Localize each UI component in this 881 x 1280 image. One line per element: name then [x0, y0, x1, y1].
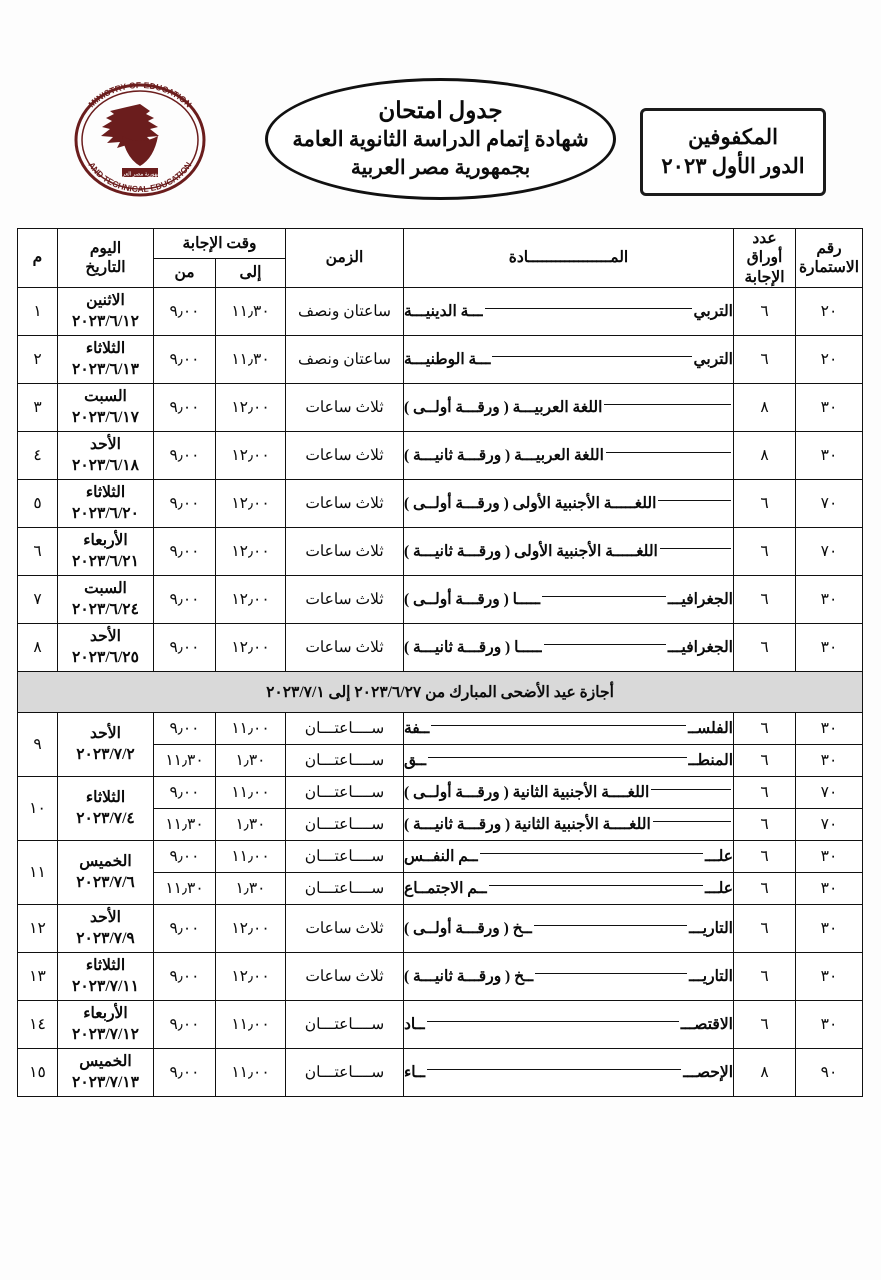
cell-time-from: ٩٫٠٠ [153, 384, 215, 432]
cell-day: الخميس [79, 1053, 132, 1071]
cell-time-from: ١١٫٣٠ [153, 745, 215, 777]
cell-serial: ١٤ [17, 1001, 57, 1049]
table-row [17, 576, 862, 624]
table-row [17, 384, 862, 432]
subject-text: اللغــــة الأجنبية الثانية ( ورقـــة ثانيـــة ) [404, 816, 651, 834]
cell-subject [404, 809, 734, 841]
subject-text: اللغة العربيـــة ( ورقـــة ثانيـــة ) [404, 447, 604, 465]
subject-leader [660, 547, 731, 549]
table-header [17, 229, 862, 288]
cell-duration: ثلاث ساعات [286, 953, 404, 1001]
subject-post: ــاد [404, 1016, 425, 1034]
cell-subject [404, 528, 734, 576]
svg-text:MINISTRY OF EDUCATION: MINISTRY OF EDUCATION [86, 80, 194, 110]
cell-time-to: ١١٫٣٠ [216, 288, 286, 336]
cell-time-to: ١٢٫٠٠ [216, 576, 286, 624]
cell-subject [404, 905, 734, 953]
cell-time-from: ٩٫٠٠ [153, 624, 215, 672]
cell-pages: ٦ [734, 953, 796, 1001]
cell-time-to: ١٢٫٠٠ [216, 905, 286, 953]
header-answer-time: وقت الإجابة [153, 229, 285, 259]
cell-pages: ٦ [734, 624, 796, 672]
table-row [17, 432, 862, 480]
cell-time-to: ١٢٫٠٠ [216, 432, 286, 480]
header-date: التاريخ [85, 259, 126, 277]
cell-day-date [57, 1001, 153, 1049]
subject-leader [428, 756, 687, 758]
cell-pages: ٦ [734, 713, 796, 745]
cell-form: ٣٠ [796, 905, 863, 953]
cell-day-date [57, 841, 153, 905]
cell-time-to: ١٫٣٠ [216, 873, 286, 905]
table-row [17, 288, 862, 336]
cell-day: الأحد [90, 909, 121, 927]
subject-leader [485, 307, 692, 309]
cell-duration: ثلاث ساعات [286, 624, 404, 672]
table-body [17, 288, 862, 1097]
cell-form: ٣٠ [796, 384, 863, 432]
cell-duration: ســــاعتـــان [286, 1001, 404, 1049]
cell-date: ٢٠٢٣/٦/٢٤ [72, 600, 139, 618]
cell-time-from: ٩٫٠٠ [153, 1001, 215, 1049]
cell-date: ٢٠٢٣/٦/١٨ [72, 456, 139, 474]
cell-serial: ٤ [17, 432, 57, 480]
cell-form: ٣٠ [796, 1001, 863, 1049]
cell-duration: ســــاعتـــان [286, 713, 404, 745]
cell-serial: ٦ [17, 528, 57, 576]
cell-day: السبت [84, 388, 127, 406]
subject-leader [658, 499, 731, 501]
cell-serial: ١٥ [17, 1049, 57, 1097]
subject-leader [489, 884, 703, 886]
exam-schedule-table [17, 228, 863, 1097]
cell-day: الأربعاء [83, 1005, 128, 1023]
subject-pre: التاريـــ [689, 920, 733, 938]
subject-post: ـــة الدينيـــة [404, 303, 483, 321]
subject-leader [480, 852, 703, 854]
cell-time-to: ١٫٣٠ [216, 745, 286, 777]
header-pages-line3: الإجابة [744, 268, 785, 286]
cell-day-date [57, 953, 153, 1001]
table-row [17, 905, 862, 953]
cell-duration: ثلاث ساعات [286, 905, 404, 953]
cell-day-date [57, 384, 153, 432]
subject-leader [651, 788, 731, 790]
header-form-number [796, 229, 863, 288]
cell-date: ٢٠٢٣/٦/١٢ [72, 312, 139, 330]
svg-text:جمهورية مصر العربية: جمهورية مصر العربية [116, 171, 164, 178]
cell-duration: ساعتان ونصف [286, 288, 404, 336]
cell-time-from: ٩٫٠٠ [153, 777, 215, 809]
subject-leader [606, 451, 731, 453]
svg-text:AND TECHNICAL EDUCATION: AND TECHNICAL EDUCATION [86, 160, 194, 195]
subject-pre: علـــ [704, 880, 733, 898]
badge-line-1: المكفوفين [688, 125, 778, 149]
subject-post: ــخ ( ورقـــة ثانيـــة ) [404, 968, 534, 986]
cell-form: ٧٠ [796, 528, 863, 576]
cell-serial: ١٣ [17, 953, 57, 1001]
cell-time-to: ١١٫٠٠ [216, 1001, 286, 1049]
title-line-3: بجمهورية مصر العربية [350, 157, 531, 179]
cell-time-to: ١٫٣٠ [216, 809, 286, 841]
cell-subject [404, 745, 734, 777]
cell-duration: ســــاعتـــان [286, 777, 404, 809]
cell-duration: ســــاعتـــان [286, 841, 404, 873]
subject-post: ــخ ( ورقـــة أولــى ) [404, 920, 532, 938]
cell-date: ٢٠٢٣/٦/١٧ [72, 408, 139, 426]
cell-day-date [57, 713, 153, 777]
cell-subject [404, 480, 734, 528]
subject-text: اللغــــة الأجنبية الثانية ( ورقـــة أولــى ) [404, 784, 650, 802]
subject-post: ــفة [404, 720, 430, 738]
subject-text: اللغـــــة الأجنبية الأولى ( ورقـــة ثانيـــة ) [404, 543, 658, 561]
table-row [17, 777, 862, 809]
cell-subject [404, 777, 734, 809]
cell-subject [404, 384, 734, 432]
cell-subject [404, 624, 734, 672]
cell-time-to: ١٢٫٠٠ [216, 953, 286, 1001]
cell-duration: ســــاعتـــان [286, 873, 404, 905]
subject-pre: علـــ [704, 848, 733, 866]
subject-leader [431, 724, 686, 726]
cell-pages: ٦ [734, 528, 796, 576]
cell-pages: ٦ [734, 777, 796, 809]
table-row [17, 841, 862, 873]
subject-text: اللغة العربيـــة ( ورقـــة أولــى ) [404, 399, 603, 417]
cell-day-date [57, 777, 153, 841]
cell-form: ٧٠ [796, 777, 863, 809]
header-answer-pages [734, 229, 796, 288]
header-serial: م [17, 229, 57, 288]
cell-day: الأحد [90, 725, 121, 743]
subject-post: ـــة الوطنيـــة [404, 351, 491, 369]
cell-day: الخميس [79, 853, 132, 871]
table-row [17, 336, 862, 384]
cell-subject [404, 336, 734, 384]
cell-date: ٢٠٢٣/٧/١٣ [72, 1073, 139, 1091]
cell-time-from: ٩٫٠٠ [153, 480, 215, 528]
header-pages-line1: عدد [752, 230, 777, 247]
cell-time-from: ٩٫٠٠ [153, 576, 215, 624]
cell-form: ٣٠ [796, 953, 863, 1001]
cell-time-to: ١١٫٠٠ [216, 777, 286, 809]
cell-date: ٢٠٢٣/٧/٢ [76, 745, 135, 763]
cell-duration: ثلاث ساعات [286, 480, 404, 528]
cell-day: الأربعاء [83, 532, 128, 550]
badge-line-2: الدور الأول ٢٠٢٣ [661, 154, 805, 178]
cell-serial: ٣ [17, 384, 57, 432]
cell-subject [404, 841, 734, 873]
cell-subject [404, 576, 734, 624]
cell-serial: ٩ [17, 713, 57, 777]
cell-pages: ٨ [734, 1049, 796, 1097]
document-header [0, 0, 881, 205]
cell-form: ٣٠ [796, 624, 863, 672]
subject-leader [427, 1020, 679, 1022]
holiday-row [17, 672, 862, 713]
document-title [265, 78, 616, 200]
cell-pages: ٦ [734, 873, 796, 905]
cell-day: الثلاثاء [85, 789, 126, 807]
cell-form: ٣٠ [796, 841, 863, 873]
cell-subject [404, 1001, 734, 1049]
table-row [17, 953, 862, 1001]
cell-pages: ٦ [734, 841, 796, 873]
session-badge [640, 108, 826, 196]
subject-leader [534, 924, 687, 926]
cell-date: ٢٠٢٣/٧/٤ [76, 809, 135, 827]
subject-post: ــم النفــس [404, 848, 478, 866]
cell-pages: ٦ [734, 905, 796, 953]
header-duration: الزمن [286, 229, 404, 288]
cell-pages: ٦ [734, 1001, 796, 1049]
cell-subject [404, 1049, 734, 1097]
cell-duration: ثلاث ساعات [286, 528, 404, 576]
cell-time-from: ٩٫٠٠ [153, 288, 215, 336]
cell-day: الثلاثاء [85, 484, 126, 502]
cell-subject [404, 713, 734, 745]
cell-pages: ٦ [734, 745, 796, 777]
cell-day: الأحد [90, 628, 121, 646]
cell-form: ٢٠ [796, 288, 863, 336]
cell-pages: ٦ [734, 336, 796, 384]
cell-duration: ثلاث ساعات [286, 576, 404, 624]
cell-subject [404, 432, 734, 480]
cell-form: ٣٠ [796, 873, 863, 905]
cell-time-to: ١٢٫٠٠ [216, 384, 286, 432]
cell-time-to: ١١٫٠٠ [216, 1049, 286, 1097]
cell-day: الأحد [90, 436, 121, 454]
cell-serial: ١٠ [17, 777, 57, 841]
cell-time-to: ١٢٫٠٠ [216, 480, 286, 528]
subject-leader [492, 355, 691, 357]
cell-form: ٧٠ [796, 809, 863, 841]
cell-date: ٢٠٢٣/٦/١٣ [72, 360, 139, 378]
cell-serial: ٨ [17, 624, 57, 672]
cell-duration: ســــاعتـــان [286, 745, 404, 777]
header-day: اليوم [89, 239, 122, 257]
subject-pre: التربي [693, 351, 733, 369]
cell-form: ٣٠ [796, 432, 863, 480]
cell-time-from: ٩٫٠٠ [153, 841, 215, 873]
cell-serial: ٧ [17, 576, 57, 624]
subject-pre: الجغرافيـــ [667, 591, 733, 609]
subject-leader [604, 403, 731, 405]
subject-pre: التربي [693, 303, 733, 321]
cell-day-date [57, 576, 153, 624]
cell-form: ٢٠ [796, 336, 863, 384]
subject-pre: المنطــ [688, 752, 733, 770]
cell-time-to: ١١٫٠٠ [216, 841, 286, 873]
subject-post: ــاء [404, 1064, 426, 1082]
subject-post: ــم الاجتمــاع [404, 880, 487, 898]
cell-time-to: ١١٫٠٠ [216, 713, 286, 745]
cell-serial: ١١ [17, 841, 57, 905]
header-time-to: إلى [216, 258, 286, 288]
cell-subject [404, 953, 734, 1001]
subject-pre: الإحصـــ [683, 1064, 733, 1082]
subject-leader [542, 595, 666, 597]
cell-time-from: ٩٫٠٠ [153, 336, 215, 384]
cell-serial: ١ [17, 288, 57, 336]
cell-serial: ٥ [17, 480, 57, 528]
cell-time-to: ١٢٫٠٠ [216, 624, 286, 672]
cell-date: ٢٠٢٣/٧/١٢ [72, 1025, 139, 1043]
cell-duration: ســــاعتـــان [286, 1049, 404, 1097]
cell-subject [404, 288, 734, 336]
cell-time-from: ١١٫٣٠ [153, 873, 215, 905]
subject-post: ـــــا ( ورقـــة أولــى ) [404, 591, 541, 609]
cell-date: ٢٠٢٣/٦/٢٥ [72, 648, 139, 666]
cell-form: ٣٠ [796, 745, 863, 777]
header-row-1 [17, 229, 862, 259]
cell-date: ٢٠٢٣/٧/٦ [76, 873, 135, 891]
table-row [17, 1001, 862, 1049]
cell-serial: ١٢ [17, 905, 57, 953]
cell-day-date [57, 528, 153, 576]
cell-duration: ساعتان ونصف [286, 336, 404, 384]
cell-day: الثلاثاء [85, 957, 126, 975]
cell-date: ٢٠٢٣/٦/٢٠ [72, 504, 139, 522]
table-row [17, 624, 862, 672]
ministry-emblem-icon [60, 80, 220, 198]
table-row [17, 528, 862, 576]
subject-pre: التاريـــ [689, 968, 733, 986]
cell-day-date [57, 624, 153, 672]
cell-date: ٢٠٢٣/٧/٩ [76, 929, 135, 947]
subject-pre: الجغرافيـــ [667, 639, 733, 657]
cell-form: ٣٠ [796, 576, 863, 624]
header-subject: المــــــــــــــــــادة [404, 229, 734, 288]
cell-date: ٢٠٢٣/٦/٢١ [72, 552, 139, 570]
cell-duration: ســــاعتـــان [286, 809, 404, 841]
cell-day: السبت [84, 580, 127, 598]
cell-pages: ٦ [734, 576, 796, 624]
cell-duration: ثلاث ساعات [286, 432, 404, 480]
header-time-from: من [153, 258, 215, 288]
cell-pages: ٦ [734, 809, 796, 841]
subject-leader [653, 820, 731, 822]
subject-leader [535, 972, 687, 974]
cell-duration: ثلاث ساعات [286, 384, 404, 432]
cell-time-from: ٩٫٠٠ [153, 528, 215, 576]
cell-day: الاثنين [86, 292, 125, 310]
header-pages-line2: أوراق [746, 249, 783, 267]
table-row [17, 480, 862, 528]
subject-leader [427, 1068, 681, 1070]
cell-day-date [57, 905, 153, 953]
cell-pages: ٨ [734, 432, 796, 480]
cell-time-from: ١١٫٣٠ [153, 809, 215, 841]
cell-time-to: ١٢٫٠٠ [216, 528, 286, 576]
title-line-1: جدول امتحان [378, 98, 503, 123]
subject-text: اللغـــــة الأجنبية الأولى ( ورقـــة أولــى ) [404, 495, 657, 513]
cell-day: الثلاثاء [85, 340, 126, 358]
cell-pages: ٦ [734, 480, 796, 528]
holiday-note: أجازة عيد الأضحى المبارك من ٢٠٢٣/٦/٢٧ إلى ٢٠٢٣/٧/١ [17, 672, 862, 713]
subject-pre: الفلســ [688, 720, 733, 738]
cell-time-to: ١١٫٣٠ [216, 336, 286, 384]
cell-time-from: ٩٫٠٠ [153, 905, 215, 953]
exam-schedule-table-wrapper [18, 228, 863, 1097]
cell-form: ٣٠ [796, 713, 863, 745]
cell-day-date [57, 480, 153, 528]
cell-form: ٧٠ [796, 480, 863, 528]
cell-pages: ٨ [734, 384, 796, 432]
cell-time-from: ٩٫٠٠ [153, 713, 215, 745]
cell-date: ٢٠٢٣/٧/١١ [72, 977, 139, 995]
cell-time-from: ٩٫٠٠ [153, 953, 215, 1001]
table-row [17, 1049, 862, 1097]
cell-day-date [57, 336, 153, 384]
cell-time-from: ٩٫٠٠ [153, 432, 215, 480]
cell-time-from: ٩٫٠٠ [153, 1049, 215, 1097]
cell-subject [404, 873, 734, 905]
cell-pages: ٦ [734, 288, 796, 336]
subject-post: ــق [404, 752, 427, 770]
table-row [17, 713, 862, 745]
cell-day-date [57, 1049, 153, 1097]
subject-pre: الاقتصـــ [680, 1016, 733, 1034]
cell-form: ٩٠ [796, 1049, 863, 1097]
header-day-date [57, 229, 153, 288]
header-form-line1: رقم [816, 239, 842, 257]
subject-post: ـــــا ( ورقـــة ثانيـــة ) [404, 639, 542, 657]
subject-leader [544, 643, 666, 645]
title-line-2: شهادة إتمام الدراسة الثانوية العامة [292, 127, 589, 151]
cell-day-date [57, 288, 153, 336]
header-form-line2: الاستمارة [798, 259, 860, 277]
cell-serial: ٢ [17, 336, 57, 384]
cell-day-date [57, 432, 153, 480]
